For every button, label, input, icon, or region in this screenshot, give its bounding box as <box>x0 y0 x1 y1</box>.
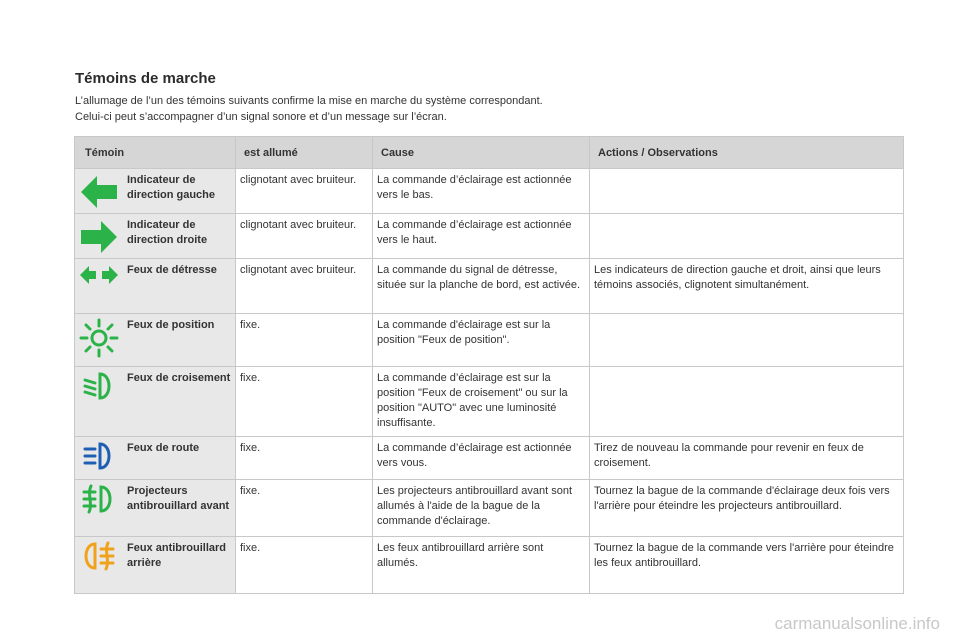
row-state: clignotant avec bruiteur. <box>236 169 373 214</box>
table-row <box>75 169 904 214</box>
row-state: fixe. <box>236 367 373 437</box>
rear-fog-icon <box>82 541 116 571</box>
row-cause: La commande d’éclairage est actionnée vers le haut. <box>373 214 590 259</box>
row-action <box>590 169 904 214</box>
intro-line-2: Celui-ci peut s’accompagner d’un signal sonore et d’un message sur l’écran. <box>75 111 447 123</box>
hazard-arrows-icon <box>79 263 119 287</box>
row-cause: La commande d’éclairage est sur la position "Feux de croisement" ou sur la position "AUTO" avec une luminosité insuffisante. <box>373 367 590 437</box>
right-arrow-icon <box>80 218 118 256</box>
table-row <box>75 314 904 367</box>
row-state: fixe. <box>236 537 373 594</box>
header-state: est allumé <box>236 137 373 169</box>
row-action: Tournez la bague de la commande d'éclairage deux fois vers l'arrière pour éteindre les projecteurs antibrouillard. <box>590 480 904 537</box>
table-row <box>75 214 904 259</box>
row-cause: Les projecteurs antibrouillard avant sont allumés à l'aide de la bague de la commande d'éclairage. <box>373 480 590 537</box>
dipped-beam-icon <box>82 371 116 401</box>
row-action <box>590 314 904 367</box>
watermark: carmanualsonline.info <box>774 614 940 633</box>
table-row <box>75 480 904 537</box>
row-name: Feux de route <box>123 437 236 480</box>
front-fog-icon <box>82 484 116 514</box>
row-cause: La commande d’éclairage est actionnée vers vous. <box>373 437 590 480</box>
row-action: Tirez de nouveau la commande pour revenir en feux de croisement. <box>590 437 904 480</box>
row-action: Tournez la bague de la commande vers l'arrière pour éteindre les feux antibrouillard. <box>590 537 904 594</box>
row-state: clignotant avec bruiteur. <box>236 259 373 314</box>
page-title: Témoins de marche <box>75 70 216 87</box>
row-state: fixe. <box>236 480 373 537</box>
table-header-row <box>75 137 904 169</box>
header-actions: Actions / Observations <box>590 137 904 169</box>
row-cause: La commande du signal de détresse, située sur la planche de bord, est activée. <box>373 259 590 314</box>
left-arrow-icon <box>80 173 118 211</box>
row-cause: La commande d’éclairage est actionnée vers le bas. <box>373 169 590 214</box>
row-cause: Les feux antibrouillard arrière sont allumés. <box>373 537 590 594</box>
row-action <box>590 214 904 259</box>
row-action <box>590 367 904 437</box>
row-state: fixe. <box>236 314 373 367</box>
warning-lights-table <box>74 136 904 594</box>
row-name: Projecteurs antibrouillard avant <box>123 480 236 537</box>
row-name: Feux de position <box>123 314 236 367</box>
row-cause: La commande d'éclairage est sur la position "Feux de position". <box>373 314 590 367</box>
row-name: Feux antibrouillard arrière <box>123 537 236 594</box>
row-name: Indicateur de direction droite <box>123 214 236 259</box>
header-temoin: Témoin <box>75 137 236 169</box>
position-lights-icon <box>79 318 119 358</box>
table-row <box>75 537 904 594</box>
row-action: Les indicateurs de direction gauche et droit, ainsi que leurs témoins associés, clignotent simultanément. <box>590 259 904 314</box>
intro-line-1: L’allumage de l’un des témoins suivants confirme la mise en marche du système correspondant. <box>75 95 543 107</box>
row-name: Feux de croisement <box>123 367 236 437</box>
table-row <box>75 259 904 314</box>
row-state: clignotant avec bruiteur. <box>236 214 373 259</box>
table-row <box>75 367 904 437</box>
table-row <box>75 437 904 480</box>
row-state: fixe. <box>236 437 373 480</box>
header-cause: Cause <box>373 137 590 169</box>
row-name: Indicateur de direction gauche <box>123 169 236 214</box>
main-beam-icon <box>82 441 116 471</box>
row-name: Feux de détresse <box>123 259 236 314</box>
